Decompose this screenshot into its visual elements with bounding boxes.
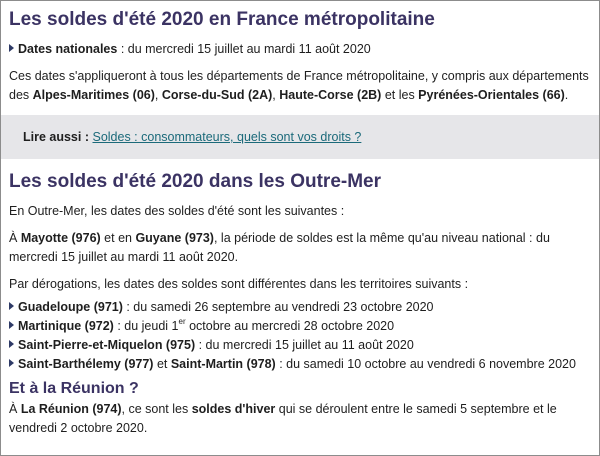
read-also-link[interactable]: Soldes : consommateurs, quels sont vos droits ? — [92, 130, 362, 144]
list-item: Guadeloupe (971) : du samedi 26 septembre au vendredi 23 octobre 2020 — [9, 298, 591, 317]
dept-corse-du-sud: Corse-du-Sud (2A) — [161, 88, 273, 102]
national-dates-line — [9, 40, 591, 59]
territories-list — [9, 298, 591, 374]
section-title-outre-mer: Les soldes d'été 2020 dans les Outre-Mer — [9, 171, 382, 192]
derogation-paragraph: Par dérogations, les dates des soldes sont différentes dans les territoires suivants : — [9, 277, 469, 291]
dept-alpes-maritimes: Alpes-Maritimes (06) — [32, 88, 155, 102]
metropole-paragraph: Ces dates s'appliqueront à tous les départements de France métropolitaine, y compris aux départements des Alpes-Maritimes (06), Corse-du-Sud (2A), Haute-Corse (2B) et les Pyrénées-Orientales (66). — [9, 69, 589, 102]
national-dates-label: Dates nationales — [18, 42, 118, 56]
national-dates-value: : du mercredi 15 juillet au mardi 11 août 2020 — [117, 42, 371, 56]
soldes-hiver-label: soldes d'hiver — [191, 402, 276, 416]
outre-mer-intro: En Outre-Mer, les dates des soldes d'été sont les suivantes : — [9, 204, 345, 218]
triangle-right-icon — [9, 44, 14, 52]
triangle-right-icon — [9, 321, 14, 329]
read-also-label: Lire aussi : — [23, 130, 89, 144]
mayotte-label: Mayotte (976) — [20, 231, 101, 245]
triangle-right-icon — [9, 359, 14, 367]
list-item: Martinique (972) : du jeudi 1er octobre au mercredi 28 octobre 2020 — [9, 317, 591, 336]
section-title-metropole: Les soldes d'été 2020 en France métropolitaine — [9, 9, 435, 30]
dept-pyrenees-orientales: Pyrénées-Orientales (66) — [418, 88, 565, 102]
dept-haute-corse: Haute-Corse (2B) — [279, 88, 382, 102]
list-item: Saint-Pierre-et-Miquelon (975) : du mercredi 15 juillet au 11 août 2020 — [9, 336, 591, 355]
guyane-label: Guyane (973) — [135, 231, 214, 245]
list-item: Saint-Barthélemy (977) et Saint-Martin (978) : du samedi 10 octobre au vendredi 6 novembre 2020 — [9, 355, 591, 374]
mayotte-guyane-paragraph: À Mayotte (976) et en Guyane (973), la période de soldes est la même qu'au niveau national : du mercredi 15 juillet au mardi 11 août 2020. — [9, 231, 550, 264]
reunion-label: La Réunion (974) — [20, 402, 122, 416]
triangle-right-icon — [9, 302, 14, 310]
section-title-reunion: Et à la Réunion ? — [9, 380, 139, 397]
article-content — [1, 1, 599, 438]
reunion-paragraph: À La Réunion (974), ce sont les soldes d'hiver qui se déroulent entre le samedi 5 septembre et le vendredi 2 octobre 2020. — [9, 402, 557, 435]
read-also-box — [1, 115, 599, 159]
triangle-right-icon — [9, 340, 14, 348]
